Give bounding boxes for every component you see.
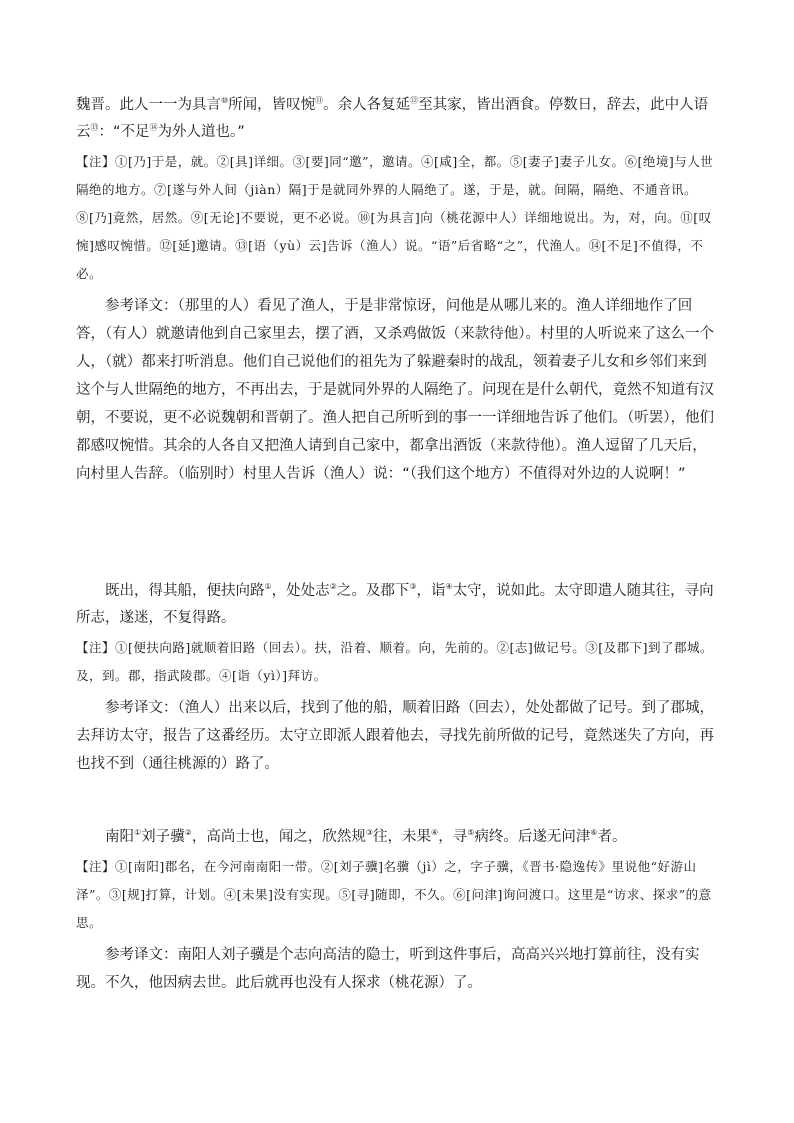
annotation: 【注】①[便扶向路]就顺着旧路（回去）。扶，沿着、顺着。向，先前的。②[志]做记号。③[及郡下]到了郡城。及，到。郡，指武陵郡。④[诣（yì）]拜访。 (76, 640, 714, 683)
annotation: 【注】①[南阳]郡名，在今河南南阳一带。②[刘子骥]名骥（jì）之，字子骥，《晋书·隐逸传》里说他“好游山泽”。③[规]打算，计划。④[未果]没有实现。⑤[寻]随即，不久。⑥[问津]询问渡口。这里是“访求、探求”的意思。 (76, 859, 712, 930)
section-1 (76, 92, 718, 488)
original-text: 既出，得其船，便扶向路①，处处志②之。及郡下③，诣④太守，说如此。太守即遣人随其往，寻向所志，遂迷，不复得路。 (76, 582, 714, 626)
annotation: 【注】①[乃]于是，就。②[具]详细。③[要]同“邀”，邀请。④[咸]全，都。⑤[妻子]妻子儿女。⑥[绝境]与人世隔绝的地方。⑦[遂与外人间（jiàn）隔]于是就同外界的人隔绝了。遂，于是，就。间隔，隔绝、不通音讯。⑧[乃]竟然，居然。⑨[无论]不要说，更不必说。⑩[为具言]向（桃花源中人）详细地说出。为，对，向。⑪[叹惋]感叹惋惜。⑫[延]邀请。⑬[语（yù）云]告诉（渔人）说。“语”后省略“之”，代渔人。⑭[不足]不值得，不必。 (76, 154, 714, 281)
original-text: 南阳①刘子骥②，高尚士也，闻之，欣然规③往，未果④，寻⑤病终。后遂无问津⑥者。 (105, 828, 627, 845)
original-text: 魏晋。此人一一为具言⑩所闻，皆叹惋⑪。余人各复延⑫至其家，皆出酒食。停数日，辞去，此中人语云⑬：“不足⑭为外人道也。” (76, 96, 709, 140)
reference-translation: 参考译文：南阳人刘子骥是个志向高洁的隐士，听到这件事后，高高兴兴地打算前往，没有实现。不久，他因病去世。此后就再也没有人探求（桃花源）了。 (76, 947, 700, 991)
reference-translation: 参考译文：（渔人）出来以后，找到了他的船，顺着旧路（回去），处处都做了记号。到了郡城，去拜访太守，报告了这番经历。太守立即派人跟着他去，寻找先前所做的记号，竟然迷失了方向，再也找不到（通往桃源的）路了。 (76, 700, 714, 772)
reference-translation: 参考译文：（那里的人）看见了渔人，于是非常惊讶，问他是从哪儿来的。渔人详细地作了回答，（有人）就邀请他到自己家里去，摆了酒，又杀鸡做饭（来款待他）。村里的人听说来了这么一个人，（就）都来打听消息。他们自己说他们的祖先为了躲避秦时的战乱，领着妻子儿女和乡邻们来到这个与人世隔绝的地方，不再出去，于是就同外界的人隔绝了。问现在是什么朝代，竟然不知道有汉朝，不要说，更不必说魏朝和晋朝了。渔人把自己所听到的事一一详细地告诉了他们。（听罢），他们都感叹惋惜。其余的人各自又把渔人请到自己家中，都拿出酒饭（来款待他）。渔人逗留了几天后，向村里人告辞。（临别时）村里人告诉（渔人）说：“（我们这个地方）不值得对外边的人说啊！” (76, 298, 714, 482)
section-2 (76, 578, 718, 778)
section-3 (76, 824, 718, 997)
